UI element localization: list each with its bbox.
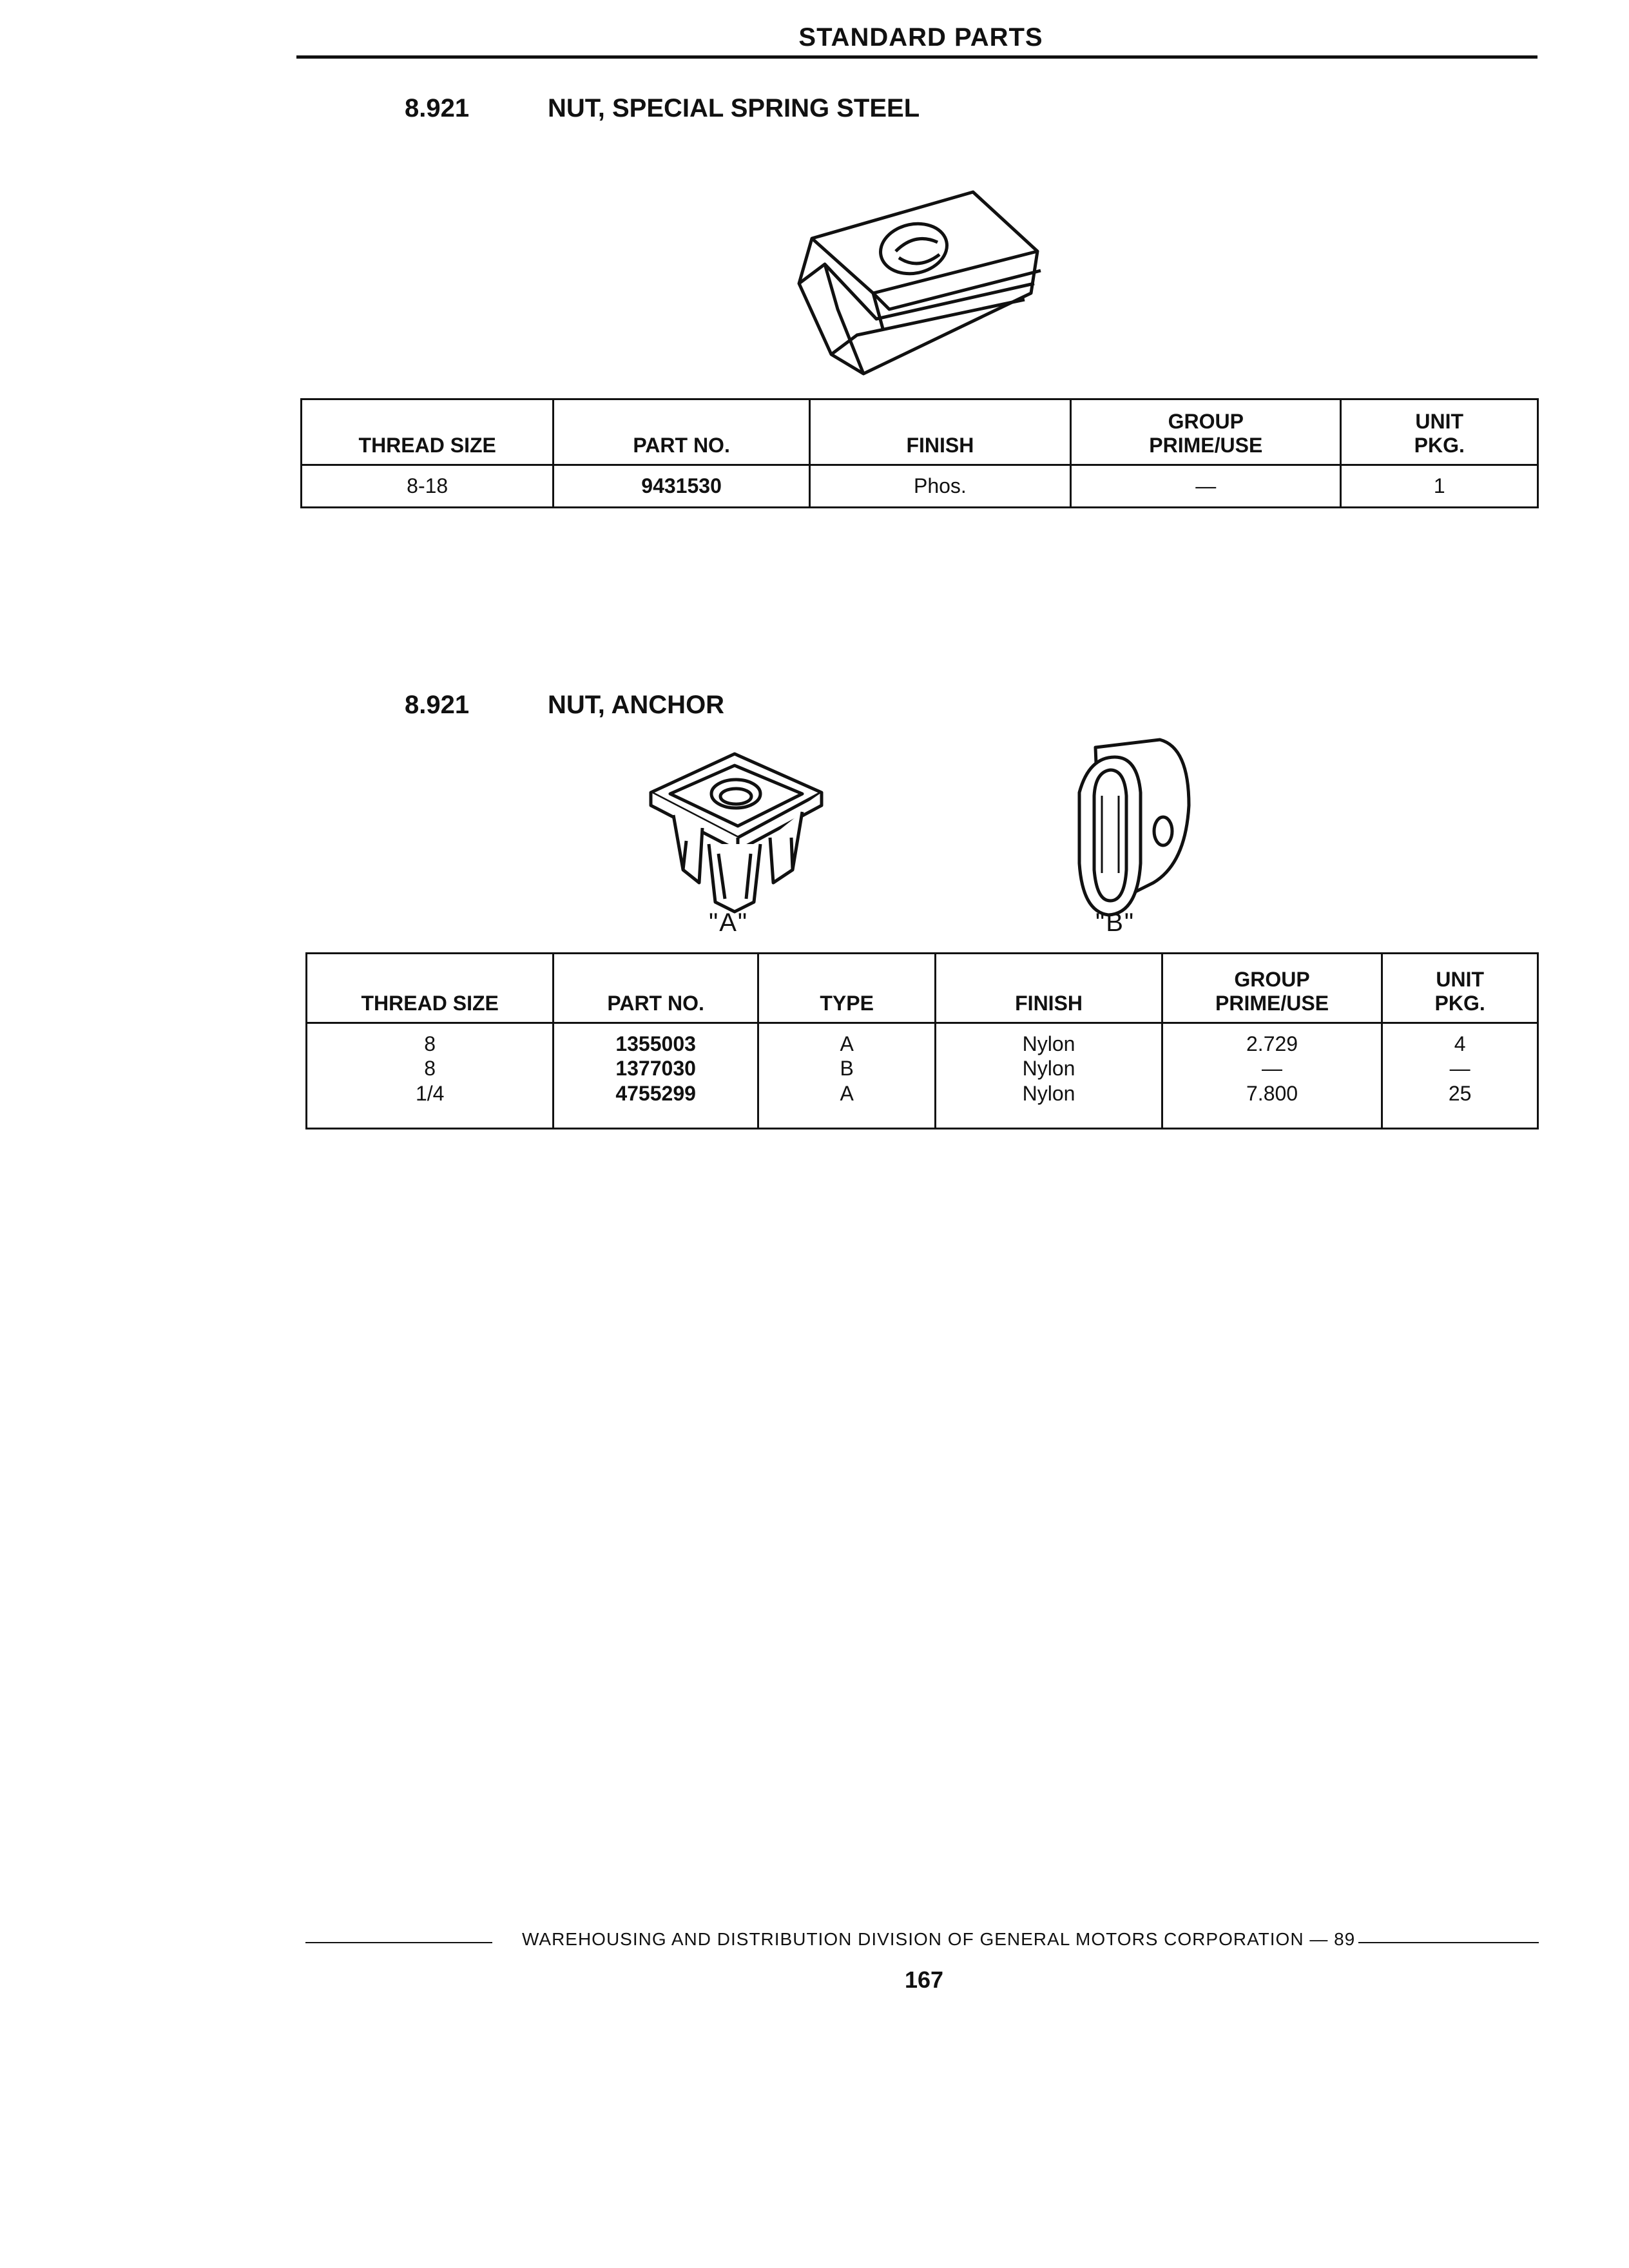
row-2-thread: 8: [424, 1057, 436, 1081]
cell-group: [1162, 1023, 1382, 1129]
page-header-title: STANDARD PARTS: [798, 23, 1043, 52]
anchor-nut-a-illustration: [644, 747, 831, 928]
cell-type: [758, 1023, 936, 1129]
cell-finish: Phos.: [809, 465, 1070, 508]
col-group-prime-use: GROUP PRIME/USE: [1071, 399, 1341, 465]
col-finish: FINISH: [809, 399, 1070, 465]
row-2-type: B: [840, 1057, 854, 1081]
header-rule: [296, 55, 1537, 59]
footer-text: WAREHOUSING AND DISTRIBUTION DIVISION OF GENERAL MOTORS CORPORATION — 89: [522, 1929, 1356, 1949]
row-1-group: 2.729: [1246, 1032, 1298, 1055]
row-2-group: —: [1262, 1057, 1283, 1081]
col-part-no: PART NO.: [554, 954, 758, 1023]
row-2-unit: —: [1449, 1057, 1470, 1081]
row-3-thread: 1/4: [415, 1081, 445, 1105]
row-2-finish: Nylon: [1022, 1057, 1075, 1081]
table-row: [302, 465, 1538, 508]
cell-group: —: [1071, 465, 1341, 508]
row-3-part: 4755299: [615, 1081, 696, 1105]
anchor-nut-table: [305, 952, 1539, 1129]
cell-part-no: [554, 1023, 758, 1129]
cell-thread-size: 8-18: [302, 465, 554, 508]
row-1-part: 1355003: [615, 1032, 696, 1055]
cell-part-no: 9431530: [554, 465, 809, 508]
row-2-part: 1377030: [615, 1057, 696, 1081]
section1-title: NUT, SPECIAL SPRING STEEL: [548, 94, 920, 122]
spring-nut-table: [300, 398, 1539, 508]
row-3-unit: 25: [1448, 1081, 1472, 1105]
spring-nut-illustration: [786, 180, 1057, 387]
cell-unit-pkg: 1: [1341, 465, 1538, 508]
row-1-unit: 4: [1454, 1032, 1466, 1055]
footer-rule-right: [1358, 1942, 1539, 1943]
page-number: 167: [905, 1966, 944, 1993]
section2-number: 8.921: [405, 691, 470, 719]
row-1-thread: 8: [424, 1032, 436, 1055]
row-1-type: A: [840, 1032, 854, 1055]
table-body-row: [307, 1023, 1538, 1129]
col-finish: FINISH: [936, 954, 1162, 1023]
col-type: TYPE: [758, 954, 936, 1023]
anchor-nut-b-illustration: [1050, 735, 1205, 928]
row-3-type: A: [840, 1081, 854, 1105]
table-header-row: [302, 399, 1538, 465]
col-group-prime-use: GROUP PRIME/USE: [1162, 954, 1382, 1023]
section1-number: 8.921: [405, 94, 470, 122]
col-part-no: PART NO.: [554, 399, 809, 465]
cell-thread-size: [307, 1023, 554, 1129]
col-unit-pkg: UNIT PKG.: [1341, 399, 1538, 465]
row-1-finish: Nylon: [1022, 1032, 1075, 1055]
table-header-row: [307, 954, 1538, 1023]
cell-finish: [936, 1023, 1162, 1129]
figure-a-label: "A": [709, 908, 749, 937]
cell-unit-pkg: [1382, 1023, 1538, 1129]
col-unit-pkg: UNIT PKG.: [1382, 954, 1538, 1023]
figure-b-label: "B": [1095, 908, 1135, 937]
row-3-group: 7.800: [1246, 1081, 1298, 1105]
section2-title: NUT, ANCHOR: [548, 691, 725, 719]
footer-rule-left: [305, 1942, 492, 1943]
col-thread-size: THREAD SIZE: [302, 399, 554, 465]
col-thread-size: THREAD SIZE: [307, 954, 554, 1023]
row-3-finish: Nylon: [1022, 1081, 1075, 1105]
